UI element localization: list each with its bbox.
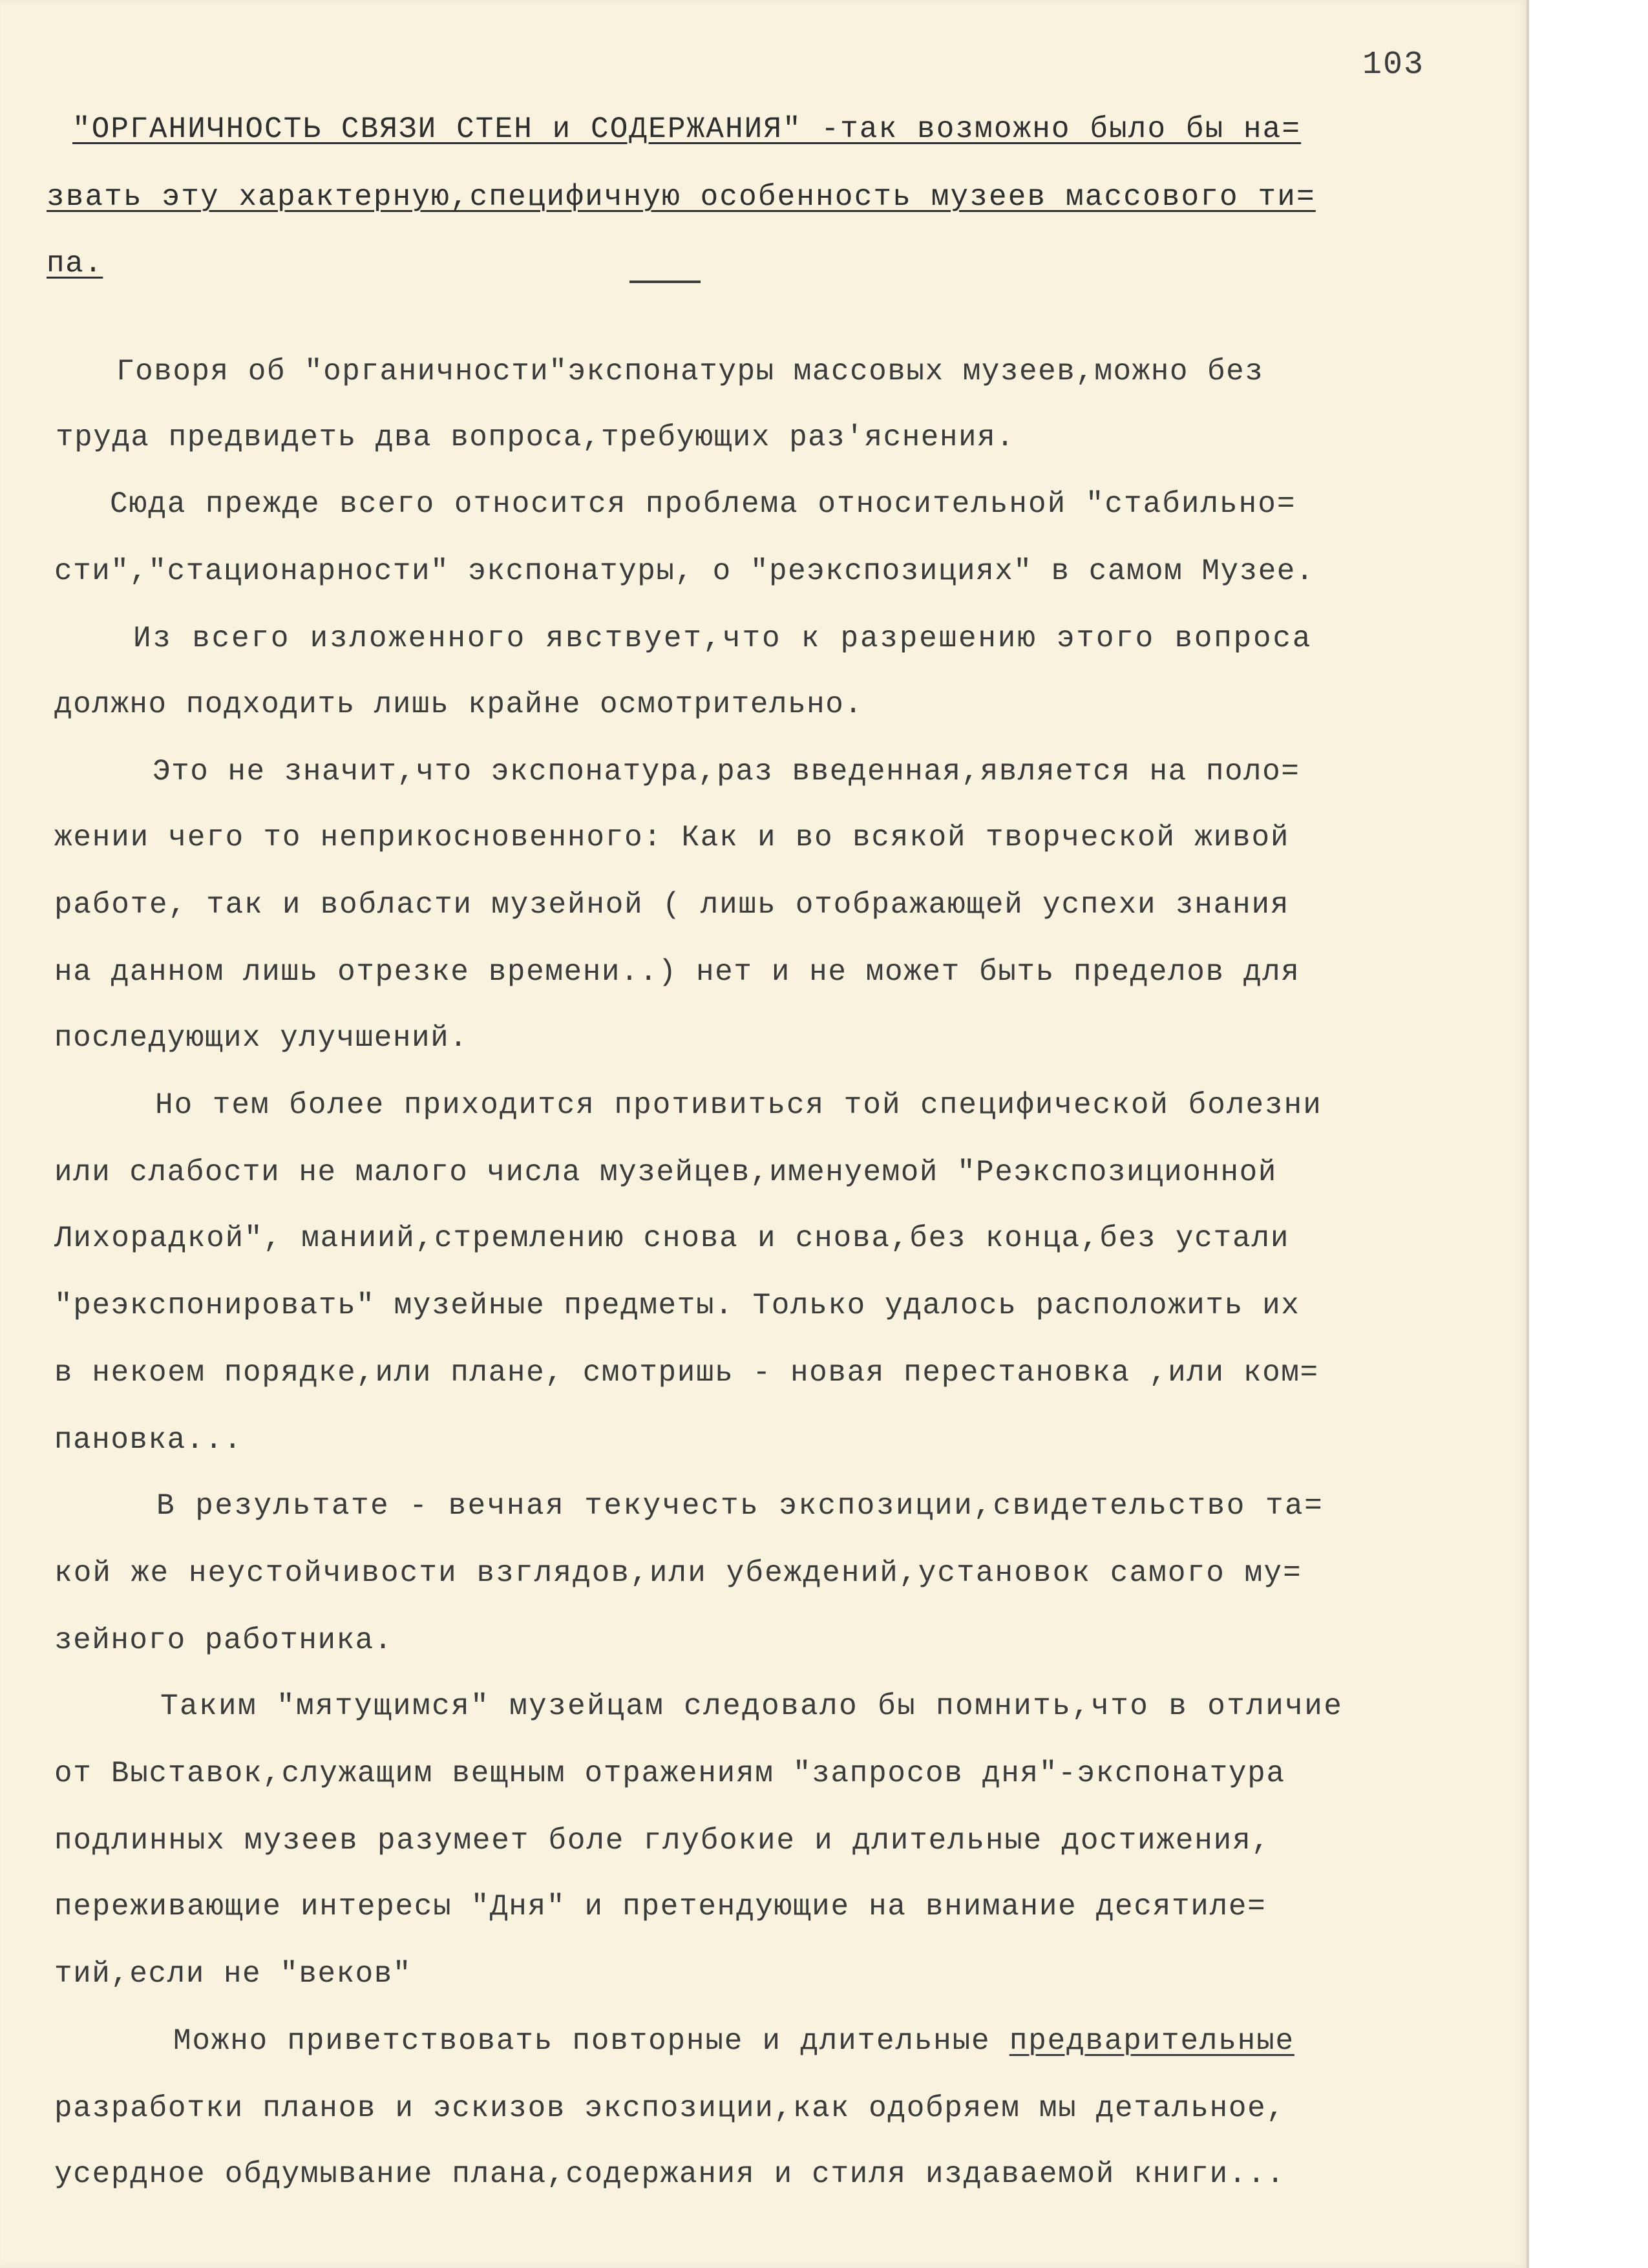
body-line: должно подходить лишь крайне осмотрительно.	[54, 688, 863, 721]
body-line: подлинных музеев разумеет боле глубокие и длительные достижения,	[54, 1824, 1271, 1858]
body-line: В результате - вечная текучесть экспозиции,свидетельство та=	[156, 1489, 1324, 1523]
body-line: Говоря об "органичности"экспонатуры массовых музеев,можно без	[116, 355, 1264, 388]
body-line: Это не значит,что экспонатура,раз введенная,является на поло=	[153, 755, 1300, 789]
body-line	[173, 2022, 1294, 2061]
body-line: "реэкспонировать" музейные предметы. Только удалось расположить их	[54, 1289, 1300, 1322]
body-line: сти","стационарности" экспонатуры, о "реэкспозициях" в самом Музее.	[54, 555, 1315, 588]
body-line: Из всего изложенного явствует,что к разрешению этого вопроса	[133, 622, 1313, 655]
underlined-word: предварительные	[1009, 2024, 1294, 2058]
body-line: на данном лишь отрезке времени..) нет и не может быть пределов для	[54, 955, 1300, 989]
heading-line: па.	[47, 247, 103, 281]
heading-line: "ОРГАНИЧНОСТЬ СВЯЗИ СТЕН и СОДЕРЖАНИЯ" -так возможно было бы на=	[72, 112, 1302, 146]
body-line: Таким "мятущимся" музейцам следовало бы помнить,что в отличие	[160, 1690, 1344, 1723]
page-edge	[1527, 0, 1529, 2268]
body-line: Но тем более приходится противиться той специфической болезни	[155, 1088, 1322, 1122]
body-line: в некоем порядке,или плане, смотришь - новая перестановка ,или ком=	[54, 1356, 1319, 1390]
page-number: 103	[1362, 47, 1425, 83]
body-line: зейного работника.	[54, 1624, 393, 1657]
body-line: переживающие интересы "Дня" и претендующие на внимание десятиле=	[54, 1890, 1267, 1924]
body-line: разработки планов и эскизов экспозиции,как одобряем мы детальное,	[54, 2092, 1285, 2125]
body-line: последующих улучшений.	[54, 1021, 469, 1055]
body-line: или слабости не малого числа музейцев,именуемой "Реэкспозиционной	[54, 1156, 1277, 1189]
body-line: пановка...	[54, 1423, 243, 1457]
body-line: тий,если не "веков"	[54, 1957, 412, 1991]
divider	[629, 281, 701, 283]
body-line: усердное обдумывание плана,содержания и стиля издаваемой книги...	[54, 2157, 1285, 2191]
body-text-span: Можно приветствовать повторные и длительные	[173, 2024, 1009, 2058]
body-line: работе, так и вобласти музейной ( лишь отображающей успехи знания	[54, 888, 1290, 922]
body-line: труда предвидеть два вопроса,требующих раз'яснения.	[56, 421, 1015, 454]
body-line: Сюда прежде всего относится проблема относительной "стабильно=	[110, 487, 1296, 521]
body-line: жении чего то неприкосновенного: Как и во всякой творческой живой	[54, 821, 1290, 854]
heading-line: звать эту характерную,специфичную особенность музеев массового ти=	[47, 180, 1316, 214]
body-line: от Выставок,служащим вещным отражениям "запросов дня"-экспонатура	[54, 1757, 1285, 1790]
body-line: Лихорадкой", маниий,стремлению снова и снова,без конца,без устали	[54, 1222, 1290, 1255]
body-line: кой же неустойчивости взглядов,или убеждений,установок самого му=	[54, 1556, 1302, 1590]
